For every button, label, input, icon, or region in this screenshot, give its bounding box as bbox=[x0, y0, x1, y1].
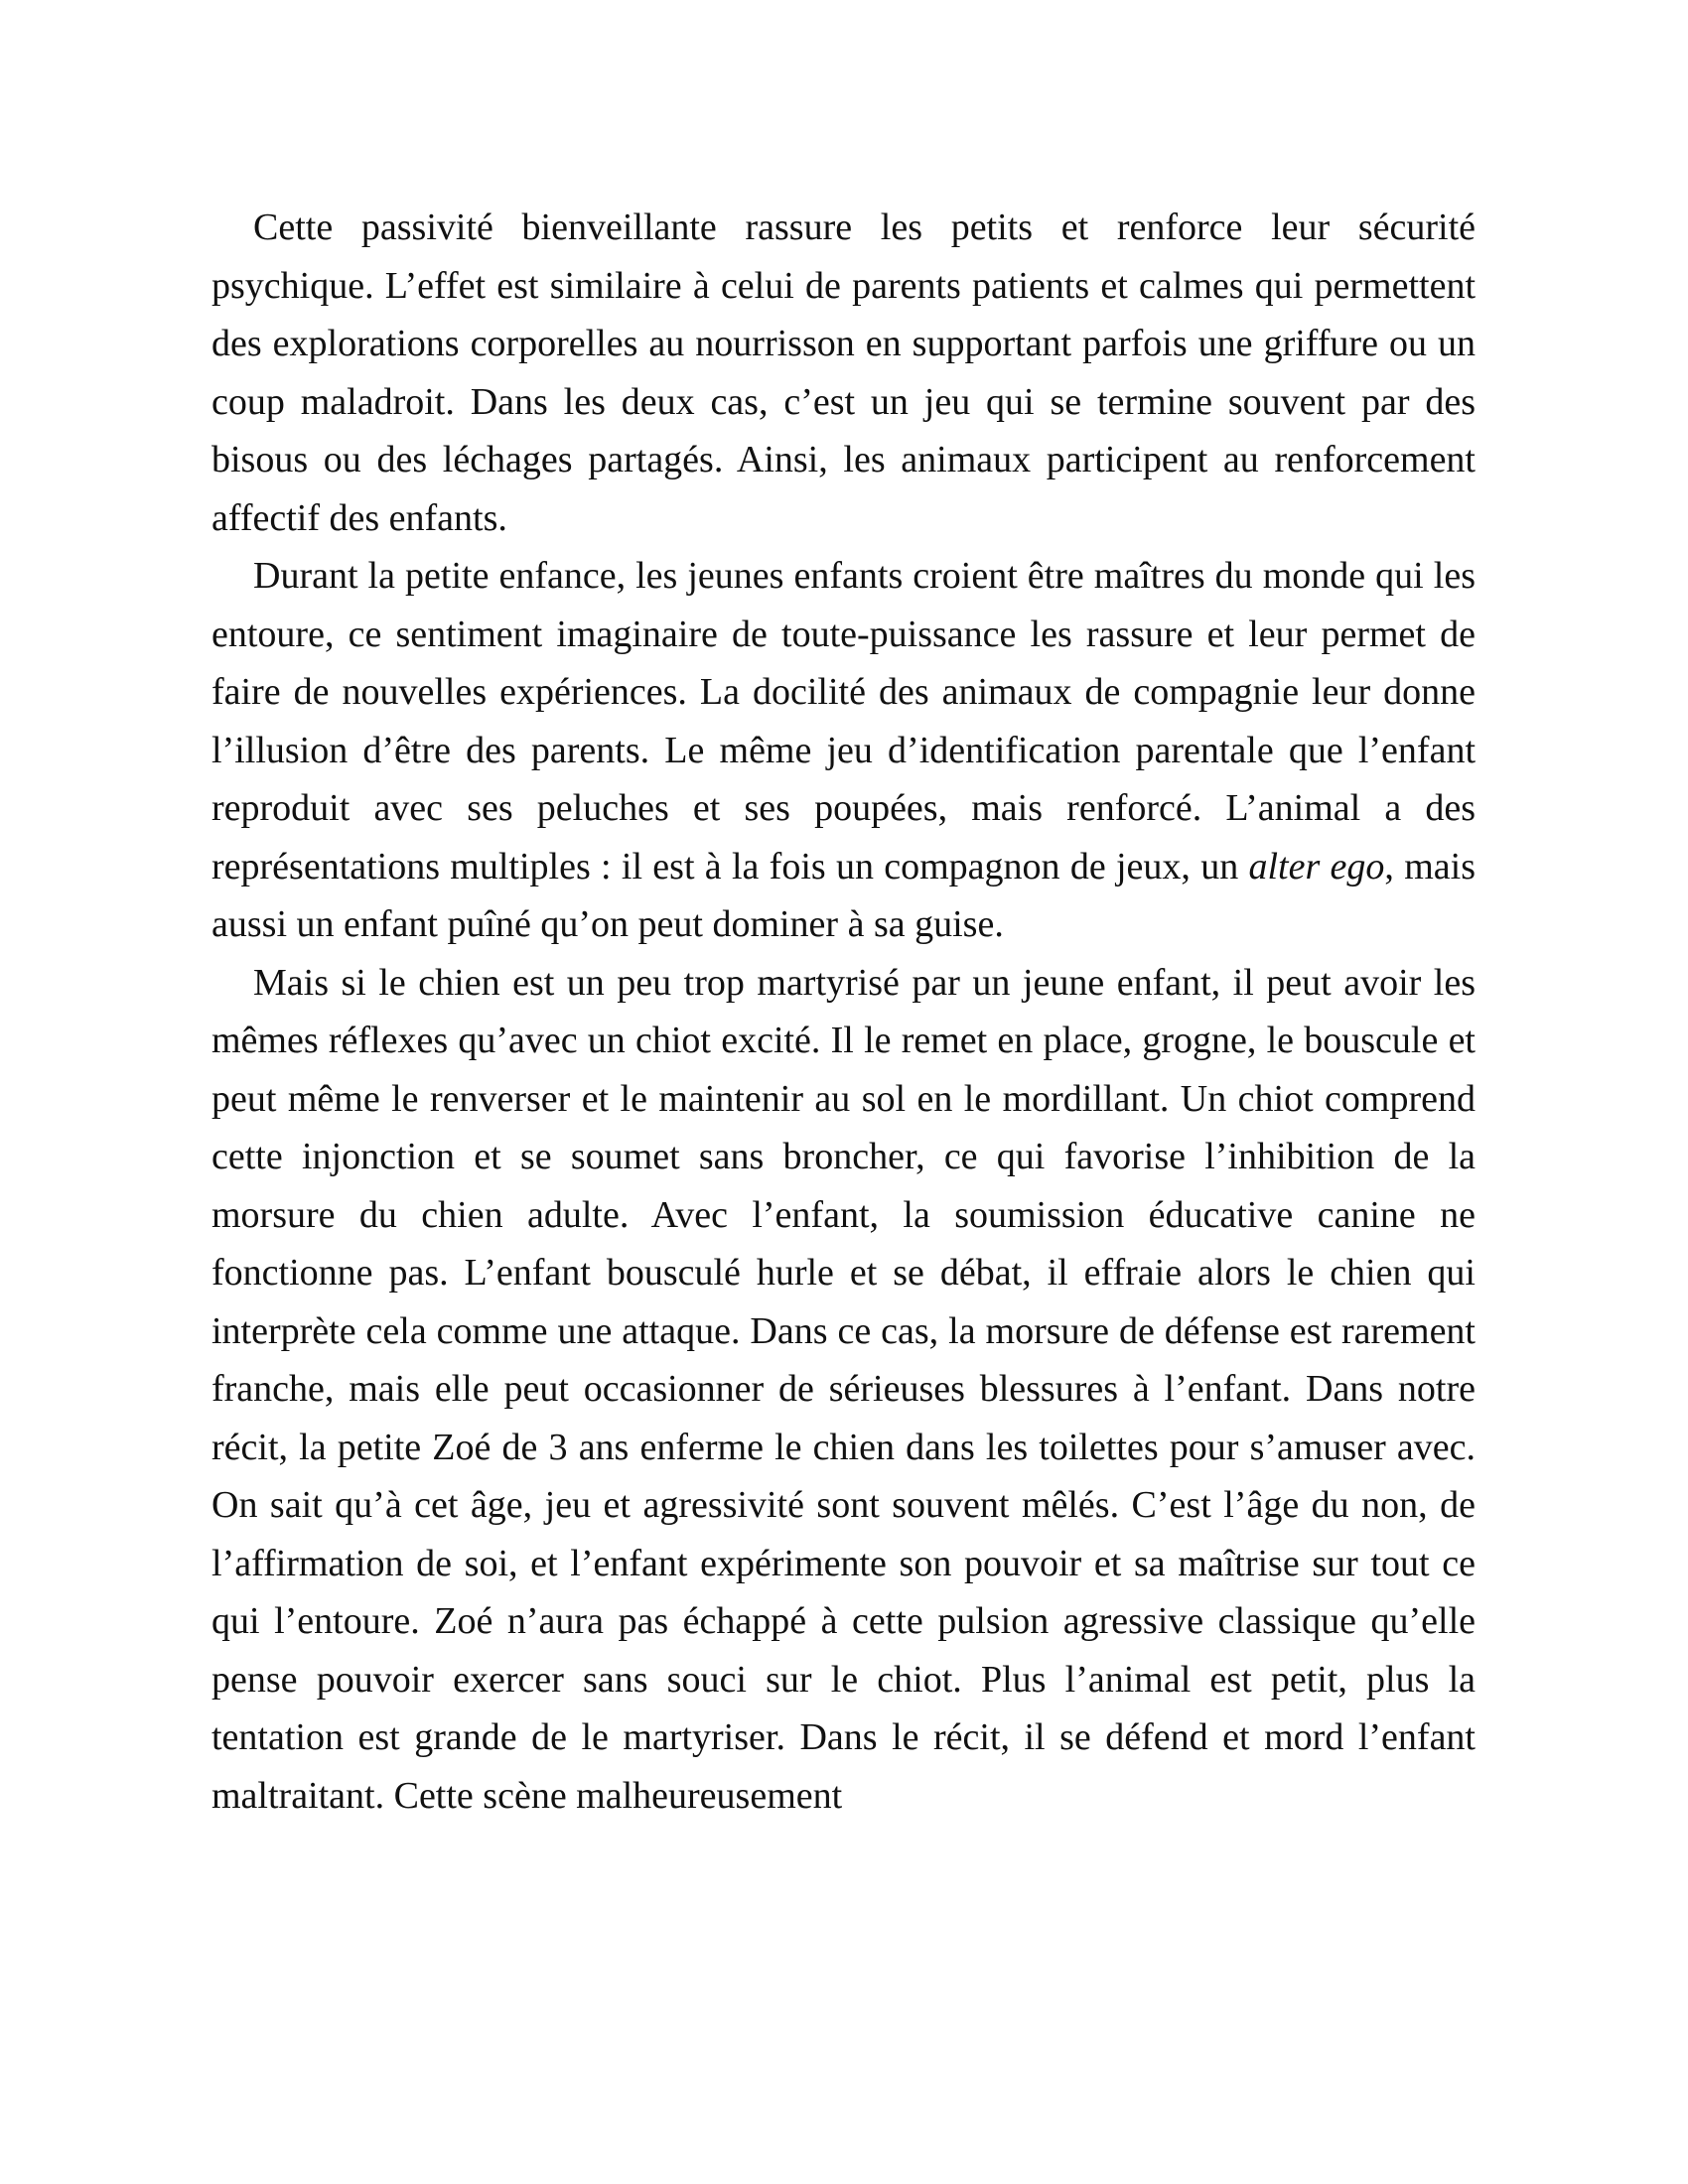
paragraph-2-italic-term: alter ego bbox=[1248, 845, 1385, 887]
paragraph-3-text: Mais si le chien est un peu trop martyrisé par un jeune enfant, il peut avoir les mêmes réflexes qu’avec un chiot excité. Il le remet en place, grogne, le bouscule et peut même le renverser et le maintenir au sol en le mordillant. Un chiot comprend cette injonction et se soumet sans broncher, ce qui favorise l’inhibition de la morsure du chien adulte. Avec l’enfant, la soumission éducative canine ne fonctionne pas. L’enfant bousculé hurle et se débat, il effraie alors le chien qui interprète cela comme une attaque. Dans ce cas, la morsure de défense est rarement franche, mais elle peut occasionner de sérieuses blessures à l’enfant. Dans notre récit, la petite Zoé de 3 ans enferme le chien dans les toilettes pour s’amuser avec. On sait qu’à cet âge, jeu et agressivité sont souvent mêlés. C’est l’âge du non, de l’affirmation de soi, et l’enfant expérimente son pouvoir et sa maîtrise sur tout ce qui l’entoure. Zoé n’aura pas échappé à cette pulsion agressive classique qu’elle pense pouvoir exercer sans souci sur le chiot. Plus l’animal est petit, plus la tentation est grande de le martyriser. Dans le récit, il se défend et mord l’enfant maltraitant. Cette scène malheureusement bbox=[211, 961, 1476, 1817]
paragraph-3 bbox=[211, 954, 1476, 1826]
paragraph-1-text: Cette passivité bienveillante rassure les petits et renforce leur sécurité psychique. L’effet est similaire à celui de parents patients et calmes qui permettent des explorations corporelles au nourrisson en supportant parfois une griffure ou un coup maladroit. Dans les deux cas, c’est un jeu qui se termine souvent par des bisous ou des léchages partagés. Ainsi, les animaux participent au renforcement affectif des enfants. bbox=[211, 206, 1476, 539]
paragraph-1 bbox=[211, 199, 1476, 547]
paragraph-2 bbox=[211, 547, 1476, 954]
page-body bbox=[211, 199, 1476, 1966]
paragraph-2-text-start: Durant la petite enfance, les jeunes enfants croient être maîtres du monde qui les entoure, ce sentiment imaginaire de toute-puissance les rassure et leur permet de faire de nouvelles expériences. La docilité des animaux de compagnie leur donne l’illusion d’être des parents. Le même jeu d’identification parentale que l’enfant reproduit avec ses peluches et ses poupées, mais renforcé. L’animal a des représentations multiples : il est à la fois un compagnon de jeux, un bbox=[211, 555, 1476, 887]
paragraph-2-text-end: , mais aussi un enfant puîné qu’on peut dominer à sa guise. bbox=[211, 845, 1476, 945]
